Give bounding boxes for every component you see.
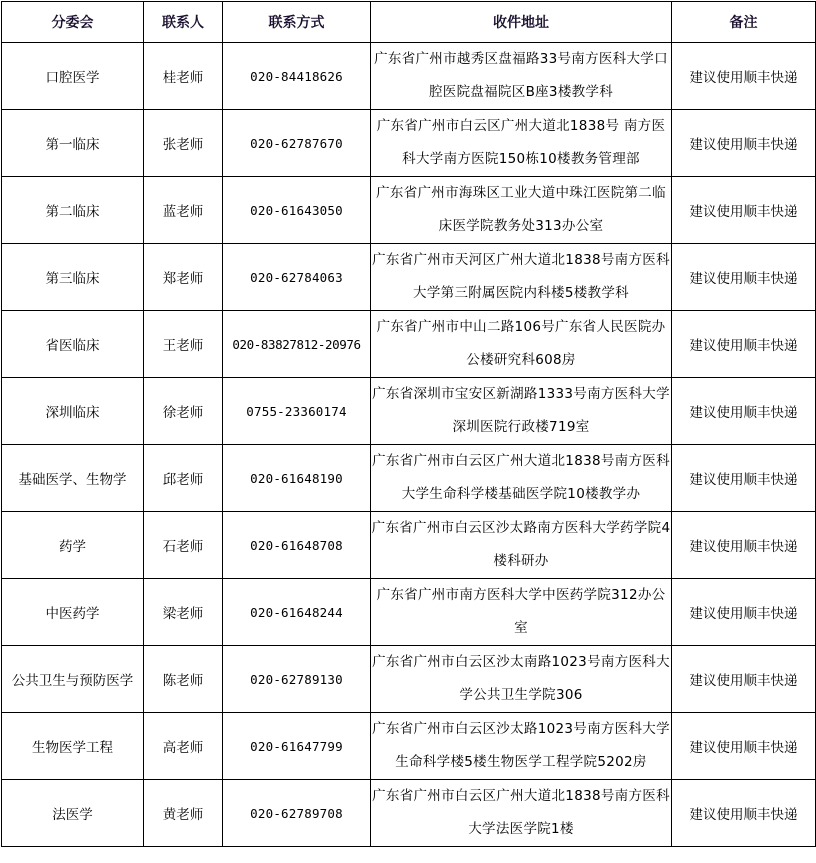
address-cell: 广东省广州市白云区广州大道北1838号 南方医科大学南方医院150栋10楼教务管理部	[371, 110, 672, 177]
phone-cell: 020-61643050	[223, 177, 371, 244]
contact-cell: 高老师	[144, 713, 223, 780]
address-cell: 广东省广州市中山二路106号广东省人民医院办公楼研究科608房	[371, 311, 672, 378]
table-row	[2, 713, 816, 780]
address-cell: 广东省深圳市宝安区新湖路1333号南方医科大学深圳医院行政楼719室	[371, 378, 672, 445]
address-cell: 广东省广州市越秀区盘福路33号南方医科大学口腔医院盘福院区B座3楼教学科	[371, 43, 672, 110]
committee-cell: 中医药学	[2, 579, 144, 646]
address-cell: 广东省广州市白云区广州大道北1838号南方医科大学法医学院1楼	[371, 780, 672, 847]
note-cell: 建议使用顺丰快递	[672, 713, 816, 780]
note-cell: 建议使用顺丰快递	[672, 311, 816, 378]
header-note: 备注	[672, 2, 816, 43]
contact-cell: 邱老师	[144, 445, 223, 512]
address-cell: 广东省广州市白云区沙太路南方医科大学药学院4楼科研办	[371, 512, 672, 579]
table-row	[2, 110, 816, 177]
committee-cell: 药学	[2, 512, 144, 579]
table-row	[2, 378, 816, 445]
contact-cell: 陈老师	[144, 646, 223, 713]
address-cell: 广东省广州市白云区沙太路1023号南方医科大学生命科学楼5楼生物医学工程学院5202房	[371, 713, 672, 780]
contact-cell: 黄老师	[144, 780, 223, 847]
note-cell: 建议使用顺丰快递	[672, 244, 816, 311]
phone-cell: 020-83827812-20976	[223, 311, 371, 378]
contacts-table	[1, 1, 816, 847]
header-contact: 联系人	[144, 2, 223, 43]
phone-cell: 020-62787670	[223, 110, 371, 177]
note-cell: 建议使用顺丰快递	[672, 780, 816, 847]
table-row	[2, 177, 816, 244]
table-row	[2, 244, 816, 311]
note-cell: 建议使用顺丰快递	[672, 43, 816, 110]
contact-cell: 张老师	[144, 110, 223, 177]
table-row	[2, 512, 816, 579]
contact-cell: 蓝老师	[144, 177, 223, 244]
note-cell: 建议使用顺丰快递	[672, 378, 816, 445]
header-address: 收件地址	[371, 2, 672, 43]
contact-cell: 徐老师	[144, 378, 223, 445]
table-row	[2, 780, 816, 847]
header-phone: 联系方式	[223, 2, 371, 43]
note-cell: 建议使用顺丰快递	[672, 579, 816, 646]
phone-cell: 020-62784063	[223, 244, 371, 311]
note-cell: 建议使用顺丰快递	[672, 512, 816, 579]
header-row	[2, 2, 816, 43]
address-cell: 广东省广州市海珠区工业大道中珠江医院第二临床医学院教务处313办公室	[371, 177, 672, 244]
address-cell: 广东省广州市白云区沙太南路1023号南方医科大学公共卫生学院306	[371, 646, 672, 713]
address-cell: 广东省广州市天河区广州大道北1838号南方医科大学第三附属医院内科楼5楼教学科	[371, 244, 672, 311]
table-row	[2, 445, 816, 512]
header-committee: 分委会	[2, 2, 144, 43]
committee-cell: 口腔医学	[2, 43, 144, 110]
committee-cell: 公共卫生与预防医学	[2, 646, 144, 713]
note-cell: 建议使用顺丰快递	[672, 177, 816, 244]
phone-cell: 020-84418626	[223, 43, 371, 110]
committee-cell: 基础医学、生物学	[2, 445, 144, 512]
contact-cell: 石老师	[144, 512, 223, 579]
table-row	[2, 311, 816, 378]
committee-cell: 省医临床	[2, 311, 144, 378]
address-cell: 广东省广州市白云区广州大道北1838号南方医科大学生命科学楼基础医学院10楼教学办	[371, 445, 672, 512]
committee-cell: 第一临床	[2, 110, 144, 177]
note-cell: 建议使用顺丰快递	[672, 646, 816, 713]
committee-cell: 第三临床	[2, 244, 144, 311]
table-row	[2, 43, 816, 110]
phone-cell: 020-61648244	[223, 579, 371, 646]
committee-cell: 第二临床	[2, 177, 144, 244]
phone-cell: 020-62789708	[223, 780, 371, 847]
address-cell: 广东省广州市南方医科大学中医药学院312办公室	[371, 579, 672, 646]
phone-cell: 020-62789130	[223, 646, 371, 713]
note-cell: 建议使用顺丰快递	[672, 445, 816, 512]
committee-cell: 法医学	[2, 780, 144, 847]
phone-cell: 020-61647799	[223, 713, 371, 780]
committee-cell: 深圳临床	[2, 378, 144, 445]
contact-cell: 桂老师	[144, 43, 223, 110]
table-row	[2, 646, 816, 713]
contact-cell: 梁老师	[144, 579, 223, 646]
phone-cell: 0755-23360174	[223, 378, 371, 445]
committee-cell: 生物医学工程	[2, 713, 144, 780]
contact-cell: 王老师	[144, 311, 223, 378]
contact-cell: 郑老师	[144, 244, 223, 311]
phone-cell: 020-61648190	[223, 445, 371, 512]
table-row	[2, 579, 816, 646]
note-cell: 建议使用顺丰快递	[672, 110, 816, 177]
phone-cell: 020-61648708	[223, 512, 371, 579]
